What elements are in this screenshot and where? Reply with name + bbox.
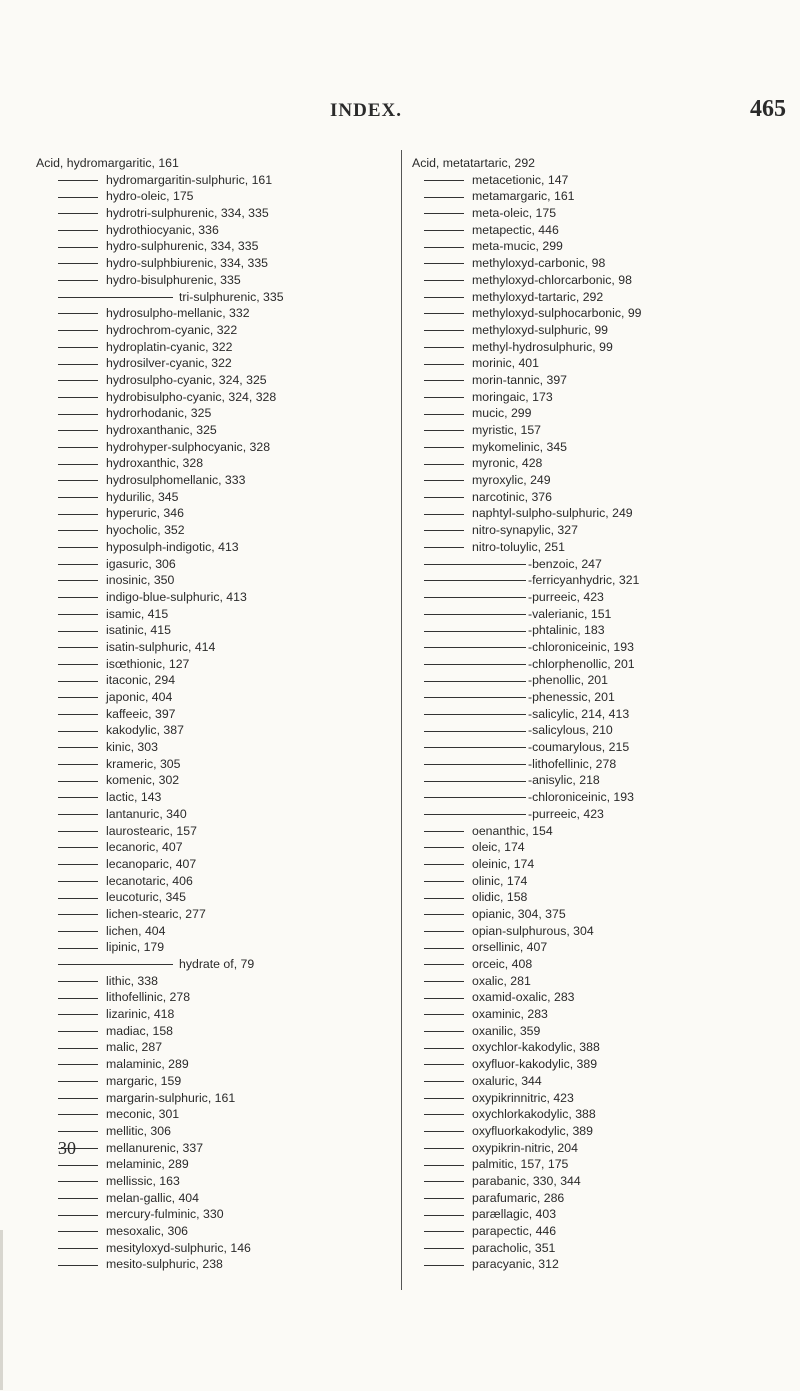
index-entry: methyloxyd-sulphuric, 99 — [412, 322, 797, 339]
index-entry: hydrohyper-sulphocyanic, 328 — [36, 439, 386, 456]
index-entry: myronic, 428 — [412, 455, 797, 472]
index-entry: -purreeic, 423 — [412, 806, 797, 823]
index-entry: orceic, 408 — [412, 956, 797, 973]
index-entry: -salicylous, 210 — [412, 722, 797, 739]
index-entry: hydro-sulphurenic, 334, 335 — [36, 238, 386, 255]
index-entry: meta-oleic, 175 — [412, 205, 797, 222]
index-entry: lactic, 143 — [36, 789, 386, 806]
index-entry: oxanilic, 359 — [412, 1023, 797, 1040]
index-entry: parabanic, 330, 344 — [412, 1173, 797, 1190]
index-entry: metacetionic, 147 — [412, 172, 797, 189]
index-entry: naphtyl-sulpho-sulphuric, 249 — [412, 505, 797, 522]
index-entry: -chloroniceinic, 193 — [412, 639, 797, 656]
index-entry: oxalic, 281 — [412, 973, 797, 990]
index-entry: mellitic, 306 — [36, 1123, 386, 1140]
index-column-left — [36, 155, 386, 1273]
index-entry: Acid, hydromargaritic, 161 — [36, 156, 179, 170]
index-entry: hydrochrom-cyanic, 322 — [36, 322, 386, 339]
index-entry: nitro-toluylic, 251 — [412, 539, 797, 556]
index-entry: -benzoic, 247 — [412, 556, 797, 573]
index-entry: lithofellinic, 278 — [36, 989, 386, 1006]
index-entry: methyl-hydrosulphuric, 99 — [412, 339, 797, 356]
index-entry: tri-sulphurenic, 335 — [36, 289, 386, 306]
index-entry: margaric, 159 — [36, 1073, 386, 1090]
index-entry: -chlorphenollic, 201 — [412, 656, 797, 673]
index-entry: parapectic, 446 — [412, 1223, 797, 1240]
index-entry: lecanotaric, 406 — [36, 873, 386, 890]
index-entry: oxamid-oxalic, 283 — [412, 989, 797, 1006]
index-entry: -phenollic, 201 — [412, 672, 797, 689]
index-entry: hydroxanthic, 328 — [36, 455, 386, 472]
index-entry: oxyfluor-kakodylic, 389 — [412, 1056, 797, 1073]
index-entry: malic, 287 — [36, 1039, 386, 1056]
index-entry: hydrosulpho-cyanic, 324, 325 — [36, 372, 386, 389]
index-entry: -coumarylous, 215 — [412, 739, 797, 756]
index-entry: meconic, 301 — [36, 1106, 386, 1123]
index-entry: oleinic, 174 — [412, 856, 797, 873]
index-entry: methyloxyd-chlorcarbonic, 98 — [412, 272, 797, 289]
index-entry: Acid, metatartaric, 292 — [412, 156, 536, 170]
index-entry: hydurilic, 345 — [36, 489, 386, 506]
index-entry: hydroplatin-cyanic, 322 — [36, 339, 386, 356]
index-entry: methyloxyd-tartaric, 292 — [412, 289, 797, 306]
index-entry: japonic, 404 — [36, 689, 386, 706]
index-entry: metamargaric, 161 — [412, 188, 797, 205]
index-entry: -valerianic, 151 — [412, 606, 797, 623]
index-entry: oenanthic, 154 — [412, 823, 797, 840]
index-entry: opian-sulphurous, 304 — [412, 923, 797, 940]
index-entry: mesityloxyd-sulphuric, 146 — [36, 1240, 386, 1257]
printer-signature-mark: 30 — [58, 1138, 76, 1158]
index-entry: hydrosulpho-mellanic, 332 — [36, 305, 386, 322]
index-entry: leucoturic, 345 — [36, 889, 386, 906]
index-entry: hydrorhodanic, 325 — [36, 405, 386, 422]
index-entry: lantanuric, 340 — [36, 806, 386, 823]
index-entry: -anisylic, 218 — [412, 772, 797, 789]
index-entry: paracholic, 351 — [412, 1240, 797, 1257]
index-entry: -phtalinic, 183 — [412, 622, 797, 639]
index-entry: hyperuric, 346 — [36, 505, 386, 522]
index-entry: hydromargaritin-sulphuric, 161 — [36, 172, 386, 189]
index-entry: lecanoric, 407 — [36, 839, 386, 856]
index-entry: margarin-sulphuric, 161 — [36, 1090, 386, 1107]
index-entry: isœthionic, 127 — [36, 656, 386, 673]
index-entry: hydrosilver-cyanic, 322 — [36, 355, 386, 372]
index-entry: -phenessic, 201 — [412, 689, 797, 706]
index-entry: orsellinic, 407 — [412, 939, 797, 956]
index-entry: inosinic, 350 — [36, 572, 386, 589]
index-entry: hyocholic, 352 — [36, 522, 386, 539]
index-entry: oxaminic, 283 — [412, 1006, 797, 1023]
index-entry: -lithofellinic, 278 — [412, 756, 797, 773]
index-entry: parafumaric, 286 — [412, 1190, 797, 1207]
index-entry: oleic, 174 — [412, 839, 797, 856]
index-entry: morin-tannic, 397 — [412, 372, 797, 389]
index-entry: oxaluric, 344 — [412, 1073, 797, 1090]
page-edge-shadow — [0, 1230, 3, 1390]
index-entry: methyloxyd-carbonic, 98 — [412, 255, 797, 272]
index-entry: kaffeeic, 397 — [36, 706, 386, 723]
index-entry: olidic, 158 — [412, 889, 797, 906]
index-entry: hydro-sulphbiurenic, 334, 335 — [36, 255, 386, 272]
index-entry: krameric, 305 — [36, 756, 386, 773]
index-entry: melan-gallic, 404 — [36, 1190, 386, 1207]
page-title: INDEX. — [330, 100, 402, 121]
index-entry: myroxylic, 249 — [412, 472, 797, 489]
index-entry: myristic, 157 — [412, 422, 797, 439]
index-entry: mucic, 299 — [412, 405, 797, 422]
index-entry: moringaic, 173 — [412, 389, 797, 406]
index-entry: mykomelinic, 345 — [412, 439, 797, 456]
index-entry: -purreeic, 423 — [412, 589, 797, 606]
index-entry: hydrothiocyanic, 336 — [36, 222, 386, 239]
index-entry: mesoxalic, 306 — [36, 1223, 386, 1240]
index-entry: isatinic, 415 — [36, 622, 386, 639]
index-entry: madiac, 158 — [36, 1023, 386, 1040]
index-entry: komenic, 302 — [36, 772, 386, 789]
index-entry: isatin-sulphuric, 414 — [36, 639, 386, 656]
index-entry: indigo-blue-sulphuric, 413 — [36, 589, 386, 606]
index-entry: mercury-fulminic, 330 — [36, 1206, 386, 1223]
index-entry: -salicylic, 214, 413 — [412, 706, 797, 723]
index-entry: mellanurenic, 337 — [36, 1140, 386, 1157]
index-entry: hydrosulphomellanic, 333 — [36, 472, 386, 489]
index-entry: mesito-sulphuric, 238 — [36, 1256, 386, 1273]
index-entry: hydroxanthanic, 325 — [36, 422, 386, 439]
index-entry: itaconic, 294 — [36, 672, 386, 689]
index-entry: oxypikrinnitric, 423 — [412, 1090, 797, 1107]
page-number: 465 — [750, 96, 786, 122]
index-entry: oxychlor-kakodylic, 388 — [412, 1039, 797, 1056]
index-entry: lichen-stearic, 277 — [36, 906, 386, 923]
index-entry: mellissic, 163 — [36, 1173, 386, 1190]
index-entry: kakodylic, 387 — [36, 722, 386, 739]
index-entry: methyloxyd-sulphocarbonic, 99 — [412, 305, 797, 322]
index-entry: narcotinic, 376 — [412, 489, 797, 506]
index-entry: nitro-synapylic, 327 — [412, 522, 797, 539]
index-entry: lecanoparic, 407 — [36, 856, 386, 873]
index-entry: igasuric, 306 — [36, 556, 386, 573]
index-entry: malaminic, 289 — [36, 1056, 386, 1073]
index-entry: oxypikrin-nitric, 204 — [412, 1140, 797, 1157]
index-entry: oxyfluorkakodylic, 389 — [412, 1123, 797, 1140]
index-entry: meta-mucic, 299 — [412, 238, 797, 255]
index-entry: hydro-oleic, 175 — [36, 188, 386, 205]
index-entry: lipinic, 179 — [36, 939, 386, 956]
index-entry: lizarinic, 418 — [36, 1006, 386, 1023]
index-entry: -ferricyanhydric, 321 — [412, 572, 797, 589]
index-entry: hydrotri-sulphurenic, 334, 335 — [36, 205, 386, 222]
index-entry: parællagic, 403 — [412, 1206, 797, 1223]
index-entry: metapectic, 446 — [412, 222, 797, 239]
index-entry: isamic, 415 — [36, 606, 386, 623]
index-entry: hydrate of, 79 — [36, 956, 386, 973]
page-header — [0, 96, 800, 130]
index-entry: -chloroniceinic, 193 — [412, 789, 797, 806]
index-entry: kinic, 303 — [36, 739, 386, 756]
index-entry: paracyanic, 312 — [412, 1256, 797, 1273]
index-entry: lichen, 404 — [36, 923, 386, 940]
index-entry: opianic, 304, 375 — [412, 906, 797, 923]
index-entry: palmitic, 157, 175 — [412, 1156, 797, 1173]
index-entry: hyposulph-indigotic, 413 — [36, 539, 386, 556]
index-entry: hydro-bisulphurenic, 335 — [36, 272, 386, 289]
index-entry: lithic, 338 — [36, 973, 386, 990]
index-entry: melaminic, 289 — [36, 1156, 386, 1173]
index-entry: olinic, 174 — [412, 873, 797, 890]
index-entry: morinic, 401 — [412, 355, 797, 372]
index-entry: laurostearic, 157 — [36, 823, 386, 840]
index-entry: hydrobisulpho-cyanic, 324, 328 — [36, 389, 386, 406]
index-column-right — [412, 155, 797, 1273]
column-divider — [401, 150, 402, 1290]
index-entry: oxychlorkakodylic, 388 — [412, 1106, 797, 1123]
